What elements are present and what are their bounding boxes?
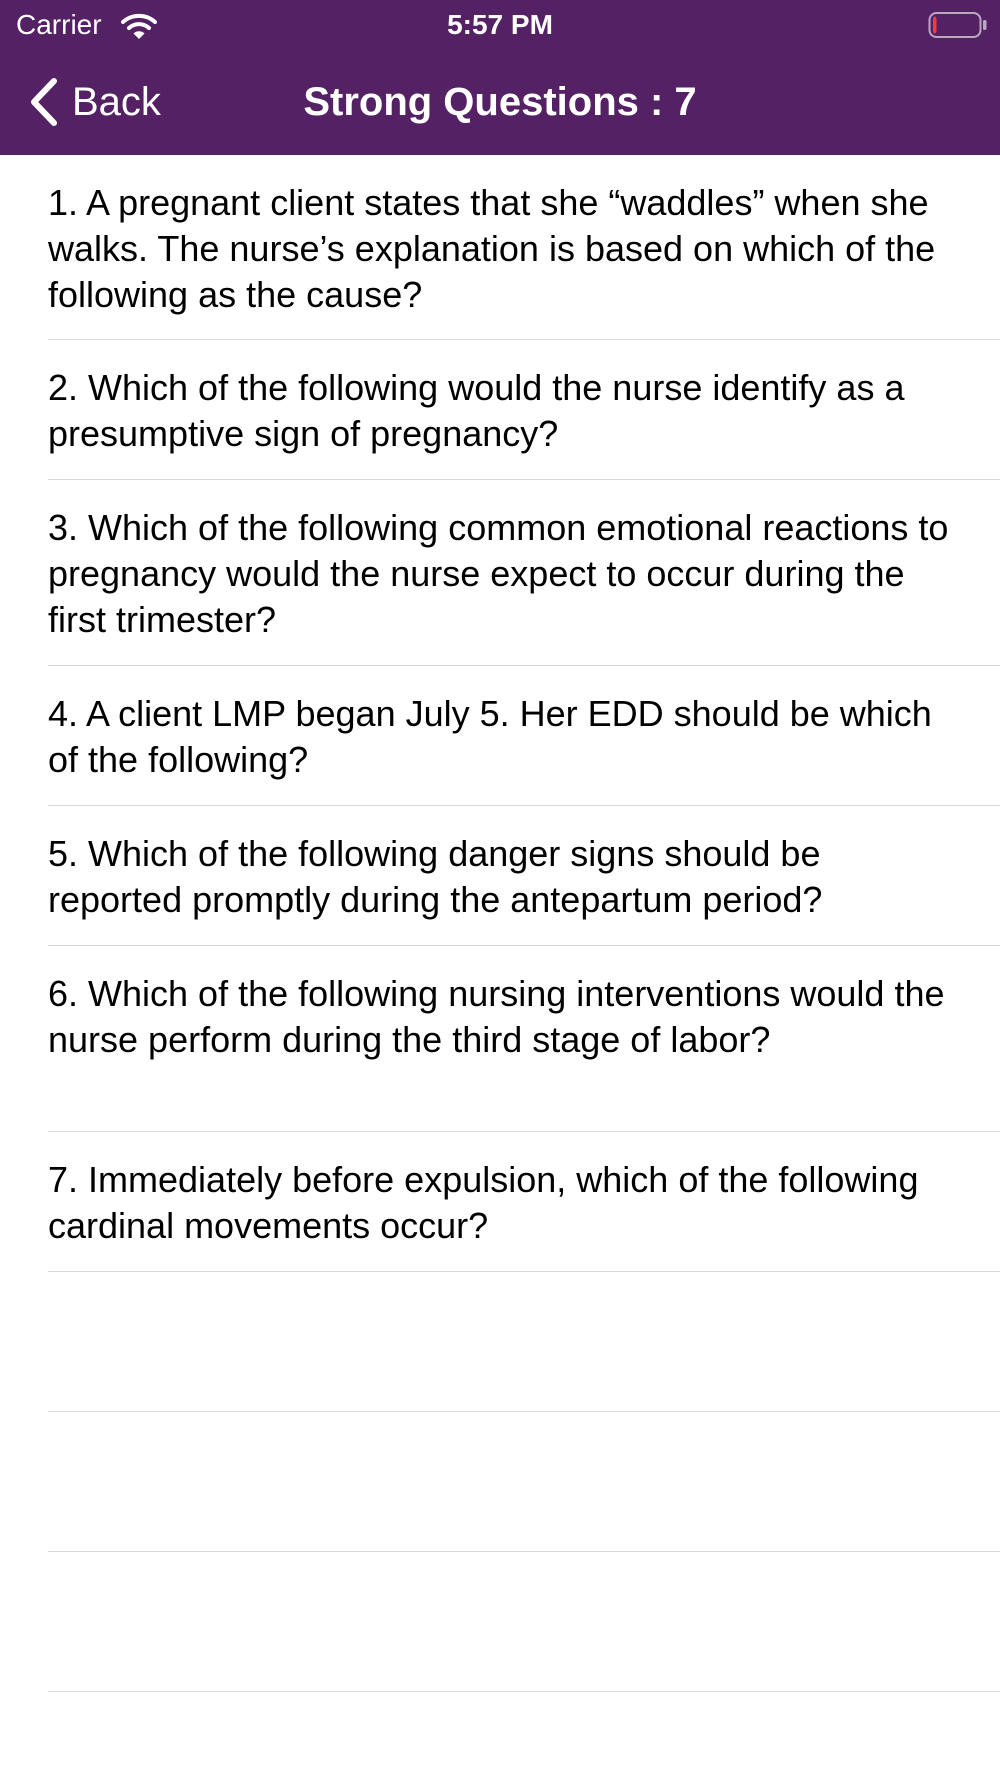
status-bar (0, 0, 1000, 50)
status-time: 5:57 PM (447, 9, 553, 40)
question-text: 4. A client LMP began July 5. Her EDD should be which of the following? (48, 693, 932, 780)
navigation-bar (0, 50, 1000, 155)
carrier-label: Carrier (16, 9, 102, 40)
empty-row (48, 1412, 1000, 1552)
question-row[interactable] (48, 946, 1000, 1132)
question-list (0, 155, 1000, 1692)
back-button-label: Back (72, 80, 161, 124)
question-row[interactable] (48, 155, 1000, 340)
battery-level-fill (933, 17, 937, 34)
page-title: Strong Questions : 7 (303, 80, 697, 124)
question-text: 1. A pregnant client states that she “waddles” when she walks. The nurse’s explanation is based on which of the following as the cause? (48, 182, 936, 315)
question-text: 2. Which of the following would the nurse identify as a presumptive sign of pregnancy? (48, 367, 905, 454)
question-text: 6. Which of the following nursing interventions would the nurse perform during the third stage of labor? (48, 973, 945, 1060)
header (0, 0, 1000, 155)
question-row[interactable] (48, 340, 1000, 480)
empty-row (48, 1552, 1000, 1692)
question-row[interactable] (48, 1132, 1000, 1272)
empty-row (48, 1272, 1000, 1412)
question-text: 3. Which of the following common emotional reactions to pregnancy would the nurse expect to occur during the first trimester? (48, 507, 949, 640)
question-text: 5. Which of the following danger signs should be reported promptly during the antepartum period? (48, 833, 823, 920)
question-text: 7. Immediately before expulsion, which of the following cardinal movements occur? (48, 1159, 919, 1246)
battery-low-icon (928, 11, 988, 39)
question-row[interactable] (48, 806, 1000, 946)
question-row[interactable] (48, 480, 1000, 666)
question-row[interactable] (48, 666, 1000, 806)
